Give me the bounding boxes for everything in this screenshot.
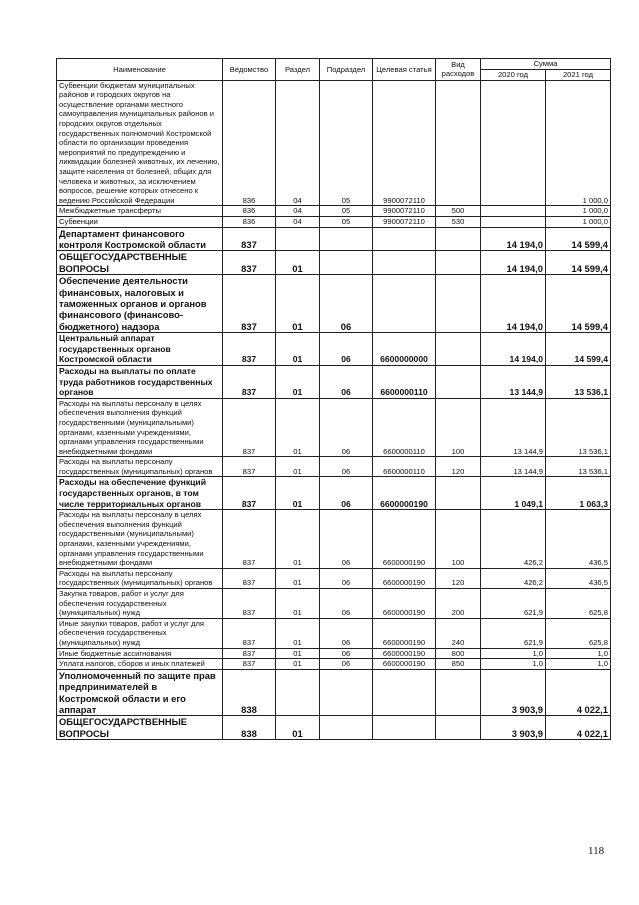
cell-podrazdel bbox=[320, 227, 373, 251]
cell-2021: 13 536,1 bbox=[546, 365, 611, 398]
cell-2021: 13 536,1 bbox=[546, 457, 611, 477]
cell-vid: 240 bbox=[436, 618, 481, 648]
table-row bbox=[57, 648, 611, 659]
cell-vid: 530 bbox=[436, 216, 481, 227]
cell-name: Иные закупки товаров, работ и услуг для обеспечения государственных (муниципальных) нужд bbox=[57, 618, 223, 648]
cell-razdel bbox=[276, 669, 320, 716]
cell-podrazdel: 06 bbox=[320, 618, 373, 648]
table-row bbox=[57, 618, 611, 648]
table-row bbox=[57, 457, 611, 477]
cell-razdel: 01 bbox=[276, 618, 320, 648]
cell-vid bbox=[436, 477, 481, 510]
cell-razdel: 04 bbox=[276, 216, 320, 227]
cell-podrazdel: 06 bbox=[320, 398, 373, 457]
cell-vid: 100 bbox=[436, 398, 481, 457]
cell-target: 6600000000 bbox=[373, 333, 436, 366]
cell-vid: 200 bbox=[436, 589, 481, 619]
cell-name: Межбюджетные трансферты bbox=[57, 206, 223, 217]
cell-vedomstvo: 836 bbox=[223, 206, 276, 217]
cell-vedomstvo: 837 bbox=[223, 618, 276, 648]
cell-vid bbox=[436, 275, 481, 333]
budget-table bbox=[56, 58, 611, 740]
cell-name: Уплата налогов, сборов и иных платежей bbox=[57, 659, 223, 670]
table-row bbox=[57, 333, 611, 366]
cell-2021: 1,0 bbox=[546, 659, 611, 670]
cell-2021: 13 536,1 bbox=[546, 398, 611, 457]
cell-vedomstvo: 837 bbox=[223, 251, 276, 275]
cell-vid: 850 bbox=[436, 659, 481, 670]
cell-2021: 4 022,1 bbox=[546, 669, 611, 716]
table-row bbox=[57, 398, 611, 457]
cell-vedomstvo: 837 bbox=[223, 510, 276, 569]
table-row bbox=[57, 510, 611, 569]
cell-target: 9900072110 bbox=[373, 216, 436, 227]
header-2021: 2021 год bbox=[546, 70, 611, 81]
cell-2020 bbox=[481, 80, 546, 206]
table-row bbox=[57, 227, 611, 251]
cell-2020: 13 144,9 bbox=[481, 457, 546, 477]
cell-2020: 3 903,9 bbox=[481, 669, 546, 716]
cell-2021: 14 599,4 bbox=[546, 251, 611, 275]
table-row bbox=[57, 589, 611, 619]
cell-2020: 1,0 bbox=[481, 659, 546, 670]
cell-vid bbox=[436, 80, 481, 206]
cell-name: Уполномоченный по защите прав предпринимателей в Костромской области и его аппарат bbox=[57, 669, 223, 716]
cell-podrazdel: 06 bbox=[320, 510, 373, 569]
cell-target: 6600000190 bbox=[373, 568, 436, 588]
cell-vedomstvo: 837 bbox=[223, 365, 276, 398]
page-number: 118 bbox=[588, 845, 605, 857]
cell-target bbox=[373, 275, 436, 333]
budget-table-body bbox=[57, 80, 611, 740]
cell-podrazdel: 06 bbox=[320, 648, 373, 659]
cell-2021: 1 000,0 bbox=[546, 216, 611, 227]
cell-name: Субвенции bbox=[57, 216, 223, 227]
cell-target bbox=[373, 227, 436, 251]
cell-2020: 13 144,9 bbox=[481, 365, 546, 398]
cell-razdel: 01 bbox=[276, 659, 320, 670]
cell-razdel: 01 bbox=[276, 365, 320, 398]
cell-target bbox=[373, 716, 436, 740]
cell-vedomstvo: 837 bbox=[223, 398, 276, 457]
cell-2021: 436,5 bbox=[546, 510, 611, 569]
cell-razdel bbox=[276, 227, 320, 251]
cell-vid bbox=[436, 251, 481, 275]
cell-vid bbox=[436, 227, 481, 251]
cell-name: Центральный аппарат государственных органов Костромской области bbox=[57, 333, 223, 366]
cell-name: Расходы на выплаты персоналу в целях обеспечения выполнения функций государственными (муниципальными) органами, казенными учреждениями, органами управления государственными внебюджетными фондами bbox=[57, 398, 223, 457]
cell-2020: 14 194,0 bbox=[481, 251, 546, 275]
cell-name: Департамент финансового контроля Костромской области bbox=[57, 227, 223, 251]
cell-vedomstvo: 836 bbox=[223, 216, 276, 227]
header-2020: 2020 год bbox=[481, 70, 546, 81]
cell-vedomstvo: 837 bbox=[223, 568, 276, 588]
cell-razdel: 04 bbox=[276, 80, 320, 206]
cell-razdel: 01 bbox=[276, 589, 320, 619]
cell-2020: 14 194,0 bbox=[481, 333, 546, 366]
cell-2021: 14 599,4 bbox=[546, 275, 611, 333]
cell-target: 6600000190 bbox=[373, 648, 436, 659]
cell-vedomstvo: 837 bbox=[223, 227, 276, 251]
cell-target bbox=[373, 669, 436, 716]
cell-vedomstvo: 837 bbox=[223, 589, 276, 619]
cell-target: 6600000190 bbox=[373, 589, 436, 619]
cell-podrazdel: 06 bbox=[320, 659, 373, 670]
header-podrazdel: Подраздел bbox=[320, 59, 373, 81]
cell-2020: 13 144,9 bbox=[481, 398, 546, 457]
cell-target: 6600000110 bbox=[373, 365, 436, 398]
cell-vid: 800 bbox=[436, 648, 481, 659]
table-row bbox=[57, 251, 611, 275]
cell-vid: 500 bbox=[436, 206, 481, 217]
cell-razdel: 01 bbox=[276, 477, 320, 510]
cell-2020: 621,9 bbox=[481, 618, 546, 648]
table-row bbox=[57, 275, 611, 333]
cell-2021: 1 000,0 bbox=[546, 80, 611, 206]
cell-2020: 1,0 bbox=[481, 648, 546, 659]
cell-razdel: 01 bbox=[276, 275, 320, 333]
cell-vid bbox=[436, 333, 481, 366]
cell-podrazdel: 05 bbox=[320, 216, 373, 227]
cell-name: Субвенции бюджетам муниципальных районов и городских округов на осуществление органами местного самоуправления муниципальных районов и городских округов отдельных государственных полномочий Костромской области по организации проведения мероприятий по предупреждению и ликвидации болезней животных, их лечению, защите населения от болезней, общих для человека и животных, за исключением вопросов, решение которых отнесено к ведению Российской Федерации bbox=[57, 80, 223, 206]
cell-podrazdel: 05 bbox=[320, 206, 373, 217]
cell-podrazdel: 06 bbox=[320, 568, 373, 588]
cell-name: Расходы на обеспечение функций государственных органов, в том числе территориальных органов bbox=[57, 477, 223, 510]
cell-razdel: 01 bbox=[276, 457, 320, 477]
cell-vid bbox=[436, 669, 481, 716]
cell-vid: 120 bbox=[436, 568, 481, 588]
cell-2020 bbox=[481, 206, 546, 217]
cell-podrazdel: 06 bbox=[320, 457, 373, 477]
cell-podrazdel: 06 bbox=[320, 275, 373, 333]
header-vedomstvo: Ведомство bbox=[223, 59, 276, 81]
cell-podrazdel: 06 bbox=[320, 589, 373, 619]
cell-podrazdel: 06 bbox=[320, 477, 373, 510]
cell-name: Иные бюджетные ассигнования bbox=[57, 648, 223, 659]
cell-2020: 426,2 bbox=[481, 568, 546, 588]
cell-name: Закупка товаров, работ и услуг для обеспечения государственных (муниципальных) нужд bbox=[57, 589, 223, 619]
table-row bbox=[57, 477, 611, 510]
budget-table-sheet bbox=[56, 58, 610, 740]
cell-target: 6600000190 bbox=[373, 659, 436, 670]
cell-2020: 621,9 bbox=[481, 589, 546, 619]
cell-2020: 14 194,0 bbox=[481, 227, 546, 251]
table-row bbox=[57, 659, 611, 670]
cell-vid: 120 bbox=[436, 457, 481, 477]
cell-razdel: 01 bbox=[276, 716, 320, 740]
header-vid: Вид расходов bbox=[436, 59, 481, 81]
cell-razdel: 01 bbox=[276, 568, 320, 588]
cell-vedomstvo: 837 bbox=[223, 275, 276, 333]
cell-2021: 14 599,4 bbox=[546, 333, 611, 366]
cell-2021: 1 063,3 bbox=[546, 477, 611, 510]
cell-2020: 3 903,9 bbox=[481, 716, 546, 740]
cell-target: 6600000110 bbox=[373, 457, 436, 477]
cell-podrazdel: 05 bbox=[320, 80, 373, 206]
cell-2020: 1 049,1 bbox=[481, 477, 546, 510]
cell-name: ОБЩЕГОСУДАРСТВЕННЫЕ ВОПРОСЫ bbox=[57, 251, 223, 275]
cell-podrazdel bbox=[320, 716, 373, 740]
cell-vid bbox=[436, 365, 481, 398]
cell-2021: 625,8 bbox=[546, 589, 611, 619]
header-summa: Сумма bbox=[481, 59, 611, 70]
cell-podrazdel: 06 bbox=[320, 333, 373, 366]
cell-vedomstvo: 837 bbox=[223, 333, 276, 366]
cell-name: Расходы на выплаты персоналу в целях обеспечения выполнения функций государственными (муниципальными) органами, казенными учреждениями, органами управления государственными внебюджетными фондами bbox=[57, 510, 223, 569]
cell-2021: 625,8 bbox=[546, 618, 611, 648]
cell-podrazdel: 06 bbox=[320, 365, 373, 398]
cell-vedomstvo: 838 bbox=[223, 716, 276, 740]
cell-razdel: 01 bbox=[276, 333, 320, 366]
cell-razdel: 01 bbox=[276, 398, 320, 457]
header-target: Целевая статья bbox=[373, 59, 436, 81]
cell-name: Расходы на выплаты персоналу государственных (муниципальных) органов bbox=[57, 457, 223, 477]
cell-target: 6600000190 bbox=[373, 618, 436, 648]
cell-name: Расходы на выплаты по оплате труда работников государственных органов bbox=[57, 365, 223, 398]
table-row bbox=[57, 365, 611, 398]
cell-name: Обеспечение деятельности финансовых, налоговых и таможенных органов и органов финансового (финансово-бюджетного) надзора bbox=[57, 275, 223, 333]
cell-podrazdel bbox=[320, 251, 373, 275]
table-row bbox=[57, 216, 611, 227]
cell-target: 6600000190 bbox=[373, 510, 436, 569]
cell-2021: 14 599,4 bbox=[546, 227, 611, 251]
cell-razdel: 04 bbox=[276, 206, 320, 217]
cell-2020 bbox=[481, 216, 546, 227]
cell-vedomstvo: 838 bbox=[223, 669, 276, 716]
cell-vedomstvo: 837 bbox=[223, 659, 276, 670]
cell-vid: 100 bbox=[436, 510, 481, 569]
cell-vedomstvo: 836 bbox=[223, 80, 276, 206]
cell-razdel: 01 bbox=[276, 510, 320, 569]
cell-name: ОБЩЕГОСУДАРСТВЕННЫЕ ВОПРОСЫ bbox=[57, 716, 223, 740]
table-row bbox=[57, 568, 611, 588]
cell-target: 9900072110 bbox=[373, 80, 436, 206]
table-row bbox=[57, 669, 611, 716]
cell-2021: 1 000,0 bbox=[546, 206, 611, 217]
header-razdel: Раздел bbox=[276, 59, 320, 81]
table-row bbox=[57, 80, 611, 206]
cell-target: 9900072110 bbox=[373, 206, 436, 217]
cell-vedomstvo: 837 bbox=[223, 648, 276, 659]
cell-razdel: 01 bbox=[276, 648, 320, 659]
cell-2020: 426,2 bbox=[481, 510, 546, 569]
cell-target bbox=[373, 251, 436, 275]
cell-name: Расходы на выплаты персоналу государственных (муниципальных) органов bbox=[57, 568, 223, 588]
header-name: Наименование bbox=[57, 59, 223, 81]
table-row bbox=[57, 716, 611, 740]
cell-target: 6600000190 bbox=[373, 477, 436, 510]
cell-podrazdel bbox=[320, 669, 373, 716]
cell-vid bbox=[436, 716, 481, 740]
cell-2021: 1,0 bbox=[546, 648, 611, 659]
table-row bbox=[57, 206, 611, 217]
cell-2020: 14 194,0 bbox=[481, 275, 546, 333]
cell-vedomstvo: 837 bbox=[223, 477, 276, 510]
cell-vedomstvo: 837 bbox=[223, 457, 276, 477]
cell-2021: 4 022,1 bbox=[546, 716, 611, 740]
cell-target: 6600000110 bbox=[373, 398, 436, 457]
cell-razdel: 01 bbox=[276, 251, 320, 275]
cell-2021: 436,5 bbox=[546, 568, 611, 588]
